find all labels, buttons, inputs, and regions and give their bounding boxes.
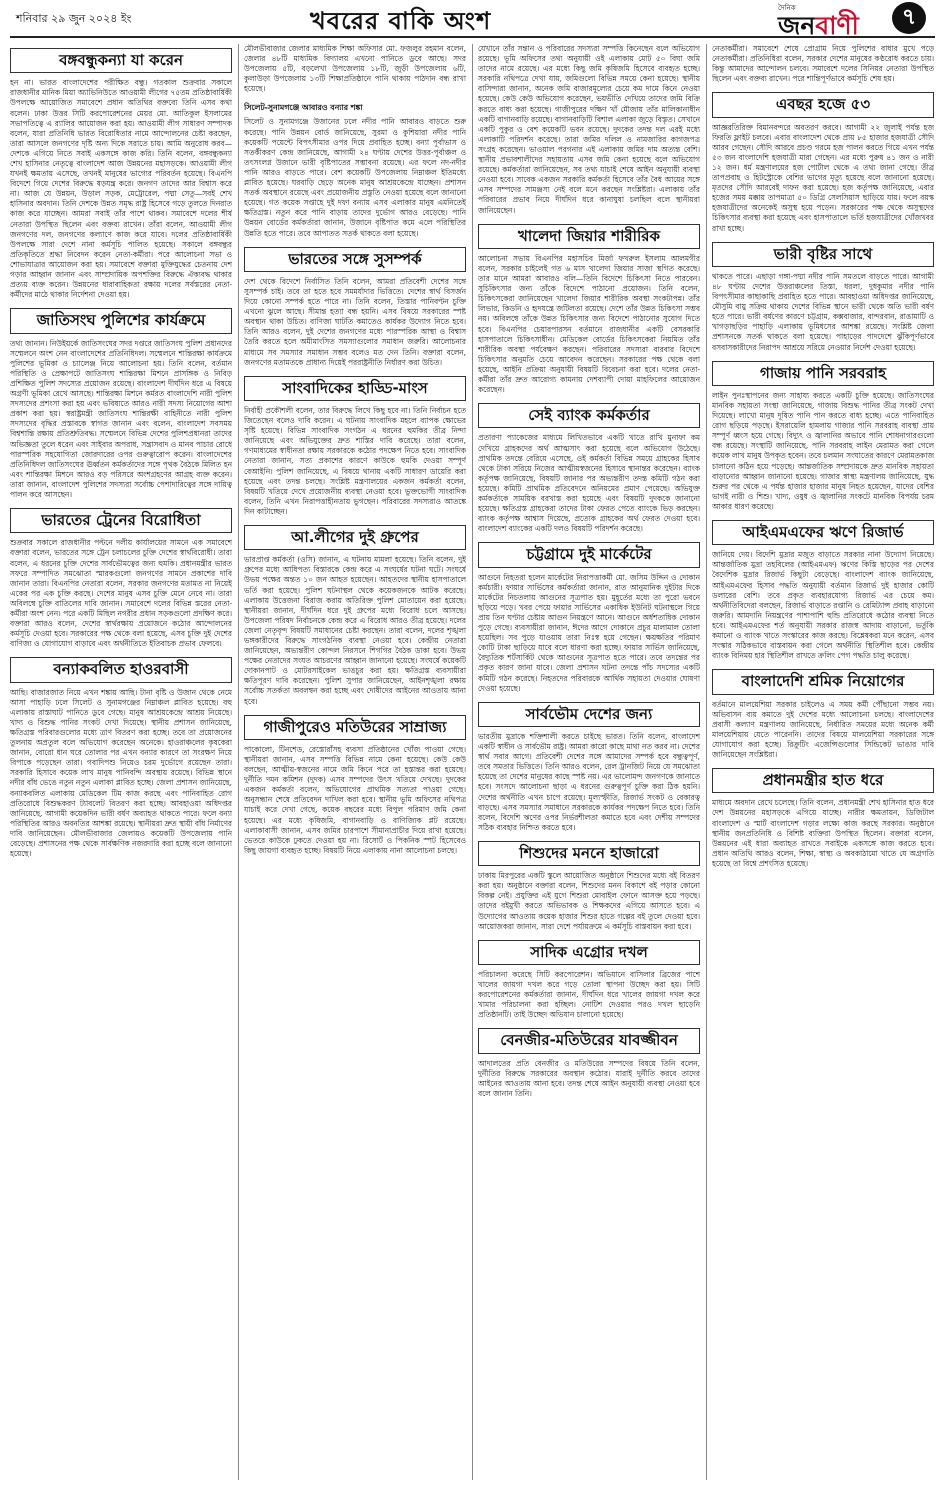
story-body: ভারপ্রাপ্ত কর্মকর্তা (ওসি) জানান, এ ঘটনায় মামলা হয়েছে। তিনি বলেন, দুই গ্রুপের মধ্যে আধিপত্য বিস্তারকে কেন্দ্র করে এ সংঘর্ষের ঘটনা ঘটে। সংঘর্ষে উভয় পক্ষের অন্তত ১০ জন আহত হয়েছেন। আহতদের স্থানীয় হাসপাতালে ভর্তি করা হয়েছে। পুলিশ ঘটনাস্থল থেকে কয়েকজনকে আটক করেছে। এলাকায় উত্তেজনা বিরাজ করায় অতিরিক্ত পুলিশ মোতায়েন করা হয়েছে। স্থানীয়রা জানান, দীর্ঘদিন ধরে দুই গ্রুপের মধ্যে বিরোধ চলে আসছে। উপজেলা পরিষদ নির্বাচনকে কেন্দ্র করে এ বিরোধ আরও তীব্র হয়েছে। দলের জেলা নেতৃবৃন্দ বিষয়টি সমাধানের চেষ্টা করছেন। তারা বলেন, দলের শৃঙ্খলা ভঙ্গকারীদের বিরুদ্ধে সাংগঠনিক ব্যবস্থা নেওয়া হবে। কেন্দ্রীয় নেতারা জানিয়েছেন, অভ্যন্তরীণ কোন্দল নিরসনে শিগগির বৈঠক ডাকা হবে। উভয় পক্ষের নেতাদের সংযত আচরণের আহ্বান জানানো হয়েছে। সংঘর্ষে কয়েকটি দোকানপাট ও মোটরসাইকেল ভাঙচুর করা হয়। ক্ষতিগ্রস্ত ব্যবসায়ীরা ক্ষতিপূরণ দাবি করেছেন। পুলিশ সুপার জানিয়েছেন, আইনশৃঙ্খলা রক্ষায় সর্বোচ্চ সতর্কতা অবলম্বন করা হচ্ছে এবং দোষীদের আইনের আওতায় আনা হবে। [244, 555, 466, 706]
news-story [478, 841, 700, 932]
news-story [478, 542, 700, 693]
news-story [10, 657, 232, 859]
story-headline: চট্টগ্রামে দুই মার্কেটের [478, 542, 700, 567]
logo-wordmark [778, 6, 859, 49]
story-body: মাধ্যমে অবদান রেখে চলেছে। তিনি বলেন, প্রধানমন্ত্রী শেখ হাসিনার হাত ধরে দেশ উন্নয়নের মহাসড়কে এগিয়ে যাচ্ছে। নারীর ক্ষমতায়ন, ডিজিটাল বাংলাদেশ ও স্মার্ট বাংলাদেশ গড়ার লক্ষ্যে কাজ করছে সরকার। অনুষ্ঠানে স্থানীয় জনপ্রতিনিধি ও বিশিষ্ট ব্যক্তিরা উপস্থিত ছিলেন। বক্তারা বলেন, উন্নয়নের এই ধারা অব্যাহত রাখতে সবাইকে একসঙ্গে কাজ করতে হবে। প্রধান অতিথি আরও বলেন, শিক্ষা, স্বাস্থ্য ও অবকাঠামো খাতে যে অগ্রগতি হয়েছে তা বিশ্বে প্রশংসিত হয়েছে। [712, 798, 934, 868]
story-body: আদালতের প্রতি বেনজীর ও মতিউরের সম্পদের বিষয়ে তিনি বলেন, দুর্নীতির বিরুদ্ধে সরকারের অবস্থান কঠোর। যারাই দুর্নীতি করবে তাদের আইনের আওতায় আনা হবে। তদন্ত শেষে আইন অনুযায়ী ব্যবস্থা নেওয়া হবে বলে জানান তিনি। [478, 1058, 700, 1098]
story-headline: বাংলাদেশি শ্রমিক নিয়োগের [712, 669, 934, 694]
news-story [478, 44, 700, 216]
story-body: প্রতারণা প্যাকেজের মাধ্যমে লিখিতভাবে একটি খাতে রাখি মুনাফা কম দেখিয়ে গ্রাহকদের অর্থ আত্মসাৎ করা হয়েছে বলে অভিযোগ উঠেছে। প্রাথমিক তদন্তে বেরিয়ে এসেছে, ওই কর্মকর্তা বিভিন্ন সময়ে গ্রাহকের হিসাব থেকে টাকা সরিয়ে নিজের আত্মীয়স্বজনের হিসাবে স্থানান্তর করেছেন। ব্যাংক কর্তৃপক্ষ জানিয়েছে, বিষয়টি জানার পর অভ্যন্তরীণ তদন্ত কমিটি গঠন করা হয়েছে। কমিটি প্রাথমিক প্রতিবেদনে অনিয়মের প্রমাণ পেয়েছে। অভিযুক্ত কর্মকর্তাকে সাময়িক বরখাস্ত করা হয়েছে এবং বিষয়টি দুদককে জানানো হয়েছে। ক্ষতিগ্রস্ত গ্রাহকেরা তাদের টাকা ফেরত পেতে ব্যাংকে ভিড় করছেন। ব্যাংক কর্তৃপক্ষ আশ্বাস দিয়েছে, প্রত্যেক গ্রাহকের অর্থ ফেরত দেওয়া হবে। বাংলাদেশ ব্যাংকের একটি দলও বিষয়টি পরিদর্শন করেছে। [478, 433, 700, 534]
news-story [712, 669, 934, 760]
news-story [478, 1028, 700, 1099]
story-body: পাকোলো, টিনশেড, রেস্তোরাঁসহ ব্যবসা প্রতিষ্ঠানের খোঁজ পাওয়া গেছে। স্থানীয়রা জানান, এসব সম্পত্তি বিভিন্ন নামে কেনা হয়েছে। কেউ কেউ বলছেন, আত্মীয়-স্বজনের নামে জমি কিনে পরে তা হস্তান্তর করা হয়েছে। দুর্নীতি দমন কমিশন (দুদক) এসব সম্পদের উৎস খতিয়ে দেখছে। দুদকের একজন কর্মকর্তা বলেন, অভিযোগের প্রাথমিক সত্যতা পাওয়া গেছে। অনুসন্ধান শেষে প্রতিবেদন দাখিল করা হবে। স্থানীয় ভূমি অফিসের নথিপত্র যাচাই করে দেখা গেছে, কয়েক বছরের মধ্যে বিপুল পরিমাণ জমি কেনা হয়েছে। এর মধ্যে কৃষিজমি, বাগানবাড়ি ও বাণিজ্যিক প্লট রয়েছে। এলাকাবাসী জানান, এসব জমির চারপাশে সীমানাপ্রাচীর দিয়ে রাখা হয়েছে। ভেতরে কাউকে ঢুকতে দেওয়া হয় না। রিসোর্ট ও পিকনিক স্পট হিসেবেও কিছু জায়গা ব্যবহৃত হচ্ছে। বিষয়টি নিয়ে এলাকায় নানা আলোচনা চলছে। [244, 744, 466, 855]
story-body: নেতাকর্মীরা। সমাবেশে শেষে প্রোগ্রাম নিয়ে পুলিশের বাধার মুখে পড়ে নেতাকর্মীরা। প্রতিনিধিরা বলেন, সরকার দেশের মানুষের কণ্ঠরোধ করতে চায়। কিন্তু আমাদের আন্দোলন চলবে। সমাবেশে দলের সিনিয়র নেতারা উপস্থিত ছিলেন এবং বক্তব্য রাখেন। পরে শান্তিপূর্ণভাবে কর্মসূচি শেষ হয়। [712, 44, 934, 84]
section-title: খবরের বাকি অংশ [310, 7, 492, 35]
newspaper-logo [778, 2, 886, 40]
story-headline: বেনজীর-মতিউরের যাবজ্জীবন [478, 1028, 700, 1053]
logo-part-2: বাণী [815, 11, 859, 40]
story-headline: জাতিসংঘ পুলিশের কার্যক্রমে [10, 308, 232, 333]
news-story [478, 224, 700, 396]
story-headline: গাজায় পানি সরবরাহ [712, 361, 934, 386]
story-body: সিলেট ও সুনামগঞ্জে উজানের ঢলে নদীর পানি আবারও বাড়তে শুরু করেছে। পানি উন্নয়ন বোর্ড জানিয়েছে, সুরমা ও কুশিয়ারা নদীর পানি কয়েকটি পয়েন্টে বিপৎসীমার ওপর দিয়ে প্রবাহিত হচ্ছে। বন্যা পূর্বাভাস ও সতর্কীকরণ কেন্দ্র জানিয়েছে, আগামী ২৪ ঘণ্টায় দেশের উত্তর-পূর্বাঞ্চল ও তৎসংলগ্ন উজানে ভারী বৃষ্টিপাতের সম্ভাবনা রয়েছে। এর ফলে নদ-নদীর পানি আরও বাড়তে পারে। বেশ কয়েকটি উপজেলায় নিম্নাঞ্চল ইতিমধ্যে প্লাবিত হয়েছে। ঘরবাড়ি ছেড়ে অনেক মানুষ আশ্রয়কেন্দ্রে যাচ্ছেন। প্রশাসন সতর্ক অবস্থানে রয়েছে এবং প্রয়োজনীয় প্রস্তুতি নেওয়া হয়েছে বলে জানানো হয়েছে। গত কয়েক সপ্তাহে দুই দফা বন্যায় এসব এলাকার মানুষ এমনিতেই ক্ষতিগ্রস্ত। নতুন করে পানি বাড়ায় তাদের দুর্ভোগ আরও বেড়েছে। পানি উন্নয়ন বোর্ডের কর্মকর্তারা জানান, উজানে বৃষ্টিপাত কমে এলে পরিস্থিতির উন্নতি হতে পারে। তবে আপাতত সতর্ক থাকতে বলা হয়েছে। [244, 117, 466, 238]
story-body: বর্তমানে মালয়েশিয়া সরকার চাইলেও এ সময় কর্মী পৌঁছানো সম্ভব নয়। অভিবাসন ব্যয় কমাতে দুই দেশের মধ্যে আলোচনা চলছে। বাংলাদেশের প্রবাসী কল্যাণ মন্ত্রণালয় জানিয়েছে, নির্ধারিত সময়ের মধ্যে অনেক কর্মী মালয়েশিয়ায় যেতে পারেননি। তাদের বিষয়ে মালয়েশিয়া সরকারের সঙ্গে যোগাযোগ করা হচ্ছে। রিক্রুটিং এজেন্সিগুলোর সিন্ডিকেট ভাঙার দাবি জানিয়েছেন সংশ্লিষ্টরা। [712, 699, 934, 760]
story-headline: শিশুদের মননে হাজারো [478, 841, 700, 866]
news-story [244, 44, 466, 94]
story-body: আলোচনা সভায় বিএনপির মহাসচিব মির্জা ফখরুল ইসলাম আলমগীর বলেন, সরকার চাইলেই গত ৬ মাস খালেদা জিয়ার সাজা স্থগিত করেছে। তার মানে আমরা আবারও বলি—তিনি বিদেশে চিকিৎসা নিতে পারবেন। সুচিকিৎসার জন্য তাঁকে বিদেশে পাঠানো প্রয়োজন। তিনি বলেন, চিকিৎসকেরা জানিয়েছেন খালেদা জিয়ার শারীরিক অবস্থা সংকটাপন্ন। তাঁর লিভার, কিডনি ও হৃদযন্ত্রে জটিলতা রয়েছে। দেশে তাঁর উন্নত চিকিৎসা সম্ভব নয়। অবিলম্বে তাঁকে উন্নত চিকিৎসার জন্য বিদেশে পাঠানোর সুযোগ দিতে হবে। বিএনপির চেয়ারপারসন বর্তমানে রাজধানীর একটি বেসরকারি হাসপাতালে চিকিৎসাধীন। মেডিকেল বোর্ডের চিকিৎসকেরা নিয়মিত তাঁর শারীরিক অবস্থা পর্যবেক্ষণ করছেন। পরিবারের সদস্যরা বারবার বিদেশে চিকিৎসার অনুমতি চেয়ে আবেদন করেছেন। সরকারের পক্ষ থেকে বলা হয়েছে, আইনি প্রক্রিয়া অনুযায়ী বিষয়টি বিবেচনা করা হবে। দলের নেতা-কর্মীরা তাঁর দ্রুত আরোগ্য কামনায় দেশব্যাপী দোয়া মাহফিলের আয়োজন করেছেন। [478, 253, 700, 395]
masthead [10, 0, 935, 38]
news-story [478, 940, 700, 1021]
story-headline: ভারতের ট্রেনের বিরোধিতা [10, 508, 232, 533]
column-divider [238, 44, 239, 1480]
news-story [712, 242, 934, 353]
story-body: থাকতে পারে। এছাড়া গঙ্গা-পদ্মা নদীর পানি সমতলে বাড়তে পারে। আগামী ৪৮ ঘণ্টায় দেশের উত্তরাঞ্চলের তিস্তা, ধরলা, দুধকুমার নদীর পানি বিপৎসীমার কাছাকাছি প্রবাহিত হতে পারে। আবহাওয়া অধিদপ্তর জানিয়েছে, মৌসুমি বায়ু সক্রিয় থাকায় দেশের বিভিন্ন স্থানে ভারী থেকে অতি ভারী বর্ষণ হতে পারে। ভারী বর্ষণের কারণে চট্টগ্রাম, কক্সবাজার, বান্দরবান, রাঙামাটি ও খাগড়াছড়ির পাহাড়ি এলাকায় ভূমিধসের আশঙ্কা রয়েছে। সংশ্লিষ্ট জেলা প্রশাসনকে সতর্ক থাকতে বলা হয়েছে। পাহাড়ের পাদদেশে ঝুঁকিপূর্ণভাবে বসবাসকারীদের নিরাপদ আশ্রয়ে সরিয়ে নেওয়ার নির্দেশ দেওয়া হয়েছে। [712, 271, 934, 352]
story-body: নির্বাহী প্রকৌশলী বলেন, তার বিরুদ্ধে লিখে কিছু হবে না। তিনি নির্বাচন হতে জিতেছেন বলেও দাবি করেন। এ ঘটনায় সাংবাদিক মহলে ব্যাপক ক্ষোভের সৃষ্টি হয়েছে। বিভিন্ন সাংবাদিক সংগঠন এ ধরনের হুমকির তীব্র নিন্দা জানিয়েছে এবং অভিযুক্তের দ্রুত শাস্তির দাবি করেছে। তারা বলেন, গণমাধ্যমের স্বাধীনতা রক্ষায় সরকারকে কঠোর পদক্ষেপ নিতে হবে। সাংবাদিক নেতারা জানান, সত্য প্রকাশের কারণে কাউকে হুমকি দেওয়া সম্পূর্ণ বেআইনি। পুলিশ জানিয়েছে, এ বিষয়ে থানায় একটি সাধারণ ডায়েরি করা হয়েছে এবং তদন্ত চলছে। সংশ্লিষ্ট মন্ত্রণালয়ের একজন কর্মকর্তা বলেন, বিষয়টি খতিয়ে দেখে প্রয়োজনীয় ব্যবস্থা নেওয়া হবে। ভুক্তভোগী সাংবাদিক বলেন, তিনি এখন নিরাপত্তাহীনতায় ভুগছেন। পরিবারের সদস্যরাও আতঙ্কে দিন কাটাচ্ছেন। [244, 405, 466, 516]
news-story [244, 102, 466, 238]
column-divider [472, 44, 473, 1480]
column-4 [712, 44, 934, 1484]
news-story [712, 520, 934, 661]
story-headline: বঙ্গবন্ধুকন্যা যা করেন [10, 48, 232, 73]
story-body: হন না। ভারত বাংলাদেশের পরীক্ষিত বন্ধু। গতকাল শুক্রবার সকালে রাজধানীর মানিক মিয়া অ্যাভিনিউতে আওয়ামী লীগের ৭৫তম প্রতিষ্ঠাবার্ষিকী উপলক্ষে আয়োজিত সমাবেশে প্রধান অতিথির বক্তব্যে তিনি এসব কথা বলেন। ঢাকা উত্তর সিটি করপোরেশনের মেয়র মো. আতিকুল ইসলামের সভাপতিত্বে এ র‌্যালির আয়োজন করা হয়। আওয়ামী লীগ সাধারণ সম্পাদক বলেন, যারা প্রতিনিধি ভারত বিরোধিতার নামে আন্দোলনের চেষ্টা করছেন, তারা আসলে জনগণের দৃষ্টি অন্য দিকে সরাতে চায়। আমি অনুরোধ করব—দেশকে এগিয়ে নিতে সবাই একসঙ্গে কাজ করি। তিনি বলেন, বঙ্গবন্ধুকন্যা শেখ হাসিনার নেতৃত্বে বাংলাদেশ আজ উন্নয়নের মহাসড়কে। আওয়ামী লীগ যখনই ক্ষমতায় এসেছে, তখনই মানুষের ভাগ্যের পরিবর্তন হয়েছে। বিএনপি বিদেশে গিয়ে দেশের বিরুদ্ধে ষড়যন্ত্র করে। জনগণ তাদের আর বিশ্বাস করে না। আজ যে উন্নয়ন, উড়াল সড়ক, মেট্রোরেল, পদ্মা সেতু—সবই শেখ হাসিনার অবদান। তিনি দেশকে উন্নত সমৃদ্ধ রাষ্ট্র হিসেবে গড়ে তুলতে দিনরাত কাজ করে যাচ্ছেন। আমরা সবাই তাঁর পাশে থাকব। সমাবেশে দলের শীর্ষ নেতারা উপস্থিত ছিলেন এবং বক্তব্য রাখেন। তাঁরা বলেন, আওয়ামী লীগ জনগণের দল, জনগণের কল্যাণে কাজ করে যাবে। দলের প্রতিষ্ঠাবার্ষিকী উপলক্ষে সারা দেশে নানা কর্মসূচি পালিত হয়েছে। সকালে বঙ্গবন্ধুর প্রতিকৃতিতে শ্রদ্ধা নিবেদন করেন নেতা-কর্মীরা। পরে আলোচনা সভা ও শোভাযাত্রার আয়োজন করা হয়। সমাবেশে বক্তারা মুক্তিযুদ্ধের চেতনায় দেশ গড়ার আহ্বান জানান এবং সাম্প্রদায়িক অপশক্তির বিরুদ্ধে ঐক্যবদ্ধ থাকার প্রত্যয় ব্যক্ত করেন। উন্নয়নের ধারাবাহিকতা রক্ষায় দলের সর্বস্তরের নেতা-কর্মীদের মাঠে থাকার নির্দেশনা দেওয়া হয়। [10, 78, 232, 300]
story-headline: সাদিক এগ্রোর দখল [478, 940, 700, 965]
news-story [244, 247, 466, 368]
news-story [478, 702, 700, 833]
story-body: আজ্ঞরতিরিক্ত বিমানবন্দরে অবতরণ করবে। আগামী ২২ জুলাই পর্যন্ত হজ ফিরতি ফ্লাইট চলবে। এবার বাংলাদেশ থেকে প্রায় ৮৫ হাজার হজযাত্রী সৌদি আরব গেছেন। সৌদি আরবে প্রচণ্ড গরমে হজ পালন করতে গিয়ে এখন পর্যন্ত ৫৩ জন বাংলাদেশি হজযাত্রী মারা গেছেন। এর মধ্যে পুরুষ ৪১ জন ও নারী ১২ জন। ধর্ম মন্ত্রণালয়ের হজ পোর্টাল থেকে এ তথ্য জানা গেছে। তীব্র তাপপ্রবাহ ও হিটস্ট্রোকে বেশির ভাগের মৃত্যু হয়েছে বলে জানানো হয়েছে। মৃতদের সৌদি আরবেই দাফন করা হয়েছে। হজ কর্তৃপক্ষ জানিয়েছে, এবার হজের সময় মক্কায় তাপমাত্রা ৫০ ডিগ্রি সেলসিয়াস ছাড়িয়ে যায়। ফলে বয়স্ক হজযাত্রীদের অনেকেই অসুস্থ হয়ে পড়েন। সরকারের পক্ষ থেকে অসুস্থদের চিকিৎসার ব্যবস্থা করা হয়েছে এবং হাসপাতালে ভর্তি হজযাত্রীদের খোঁজখবর রাখা হচ্ছে। [712, 122, 934, 233]
story-body: মৌলভীবাজার জেলার মাধ্যমিক শিক্ষা অফিসার মো. ফজলুর রহমান বলেন, জেলার ৪৮টি মাধ্যমিক বিদ্যালয় এখনো পানিতে ডুবে আছে। সদর উপজেলায় ৫টি, বড়লেখা উপজেলায় ১৮টি, জুড়ী উপজেলায় ৬টি, কুলাউড়া উপজেলায় ১৩টি শিক্ষাপ্রতিষ্ঠানে পানি থাকায় পাঠদান বন্ধ রাখা হয়েছে। [244, 44, 466, 94]
news-story [244, 715, 466, 856]
story-body: শুক্রবার সকালে রাজধানীর পল্টনে দলীয় কার্যালয়ের সামনে এক সমাবেশে বক্তারা বলেন, ভারতের সঙ্গে ট্রেন চলাচলের চুক্তি দেশের স্বার্থবিরোধী। তারা বলেন, এ ধরনের চুক্তি দেশের সার্বভৌমত্বের জন্য হুমকি। প্রধানমন্ত্রীর ভারত সফরে সম্পাদিত সমঝোতা স্মারকগুলো জনগণের সামনে প্রকাশের দাবি জানান তারা। বিএনপির নেতারা বলেন, সরকার জনগণের মতামত না নিয়েই একের পর এক চুক্তি করছে। দেশের মানুষ এসব চুক্তি মেনে নেবে না। তারা অবিলম্বে চুক্তি বাতিলের দাবি জানান। সমাবেশে দলের বিভিন্ন স্তরের নেতা-কর্মীরা অংশ নেন। পরে একটি মিছিল নগরীর প্রধান সড়কগুলো প্রদক্ষিণ করে। বক্তারা আরও বলেন, দেশের স্বার্থরক্ষায় প্রয়োজনে কঠোর আন্দোলনের কর্মসূচি দেওয়া হবে। সরকারের পক্ষ থেকে বলা হয়েছে, এসব চুক্তি দুই দেশের বাণিজ্য ও যোগাযোগ বাড়াবে এবং অর্থনীতিতে ইতিবাচক প্রভাব ফেলবে। [10, 538, 232, 649]
column-3 [478, 44, 700, 1484]
story-headline: সেই ব্যাংক কর্মকর্তার [478, 403, 700, 428]
story-headline: এবছর হজে ৫৩ [712, 92, 934, 117]
news-story [712, 768, 934, 869]
news-story [10, 508, 232, 649]
news-story [10, 48, 232, 300]
news-story [478, 403, 700, 534]
story-headline: বন্যাকবলিত হাওরবাসী [10, 657, 232, 682]
story-body: আগুনে নিহতরা হলেন মার্কেটের নিরাপত্তাকর্মী মো. জসিম উদ্দিন ও দোকান কর্মচারী। ফায়ার সার্ভিসের কর্মকর্তারা জানান, রাত আনুমানিক দুইটার দিকে মার্কেটের নিচতলায় আগুনের সূত্রপাত হয়। মুহূর্তের মধ্যে তা পুরো ভবনে ছড়িয়ে পড়ে। খবর পেয়ে ফায়ার সার্ভিসের একাধিক ইউনিট ঘটনাস্থলে গিয়ে প্রায় তিন ঘণ্টার চেষ্টায় আগুন নিয়ন্ত্রণে আনে। আগুনে অর্ধশতাধিক দোকান পুড়ে গেছে। ব্যবসায়ীরা জানান, ঈদের আগে দোকানে প্রচুর মালামাল তোলা হয়েছিল। সব পুড়ে যাওয়ায় তারা নিঃস্ব হয়ে গেছেন। ক্ষয়ক্ষতির পরিমাণ কোটি টাকা ছাড়িয়ে যাবে বলে ধারণা করা হচ্ছে। ফায়ার সার্ভিস জানিয়েছে, বৈদ্যুতিক শর্টসার্কিট থেকে আগুনের সূত্রপাত হতে পারে। তবে তদন্তের পর প্রকৃত কারণ জানা যাবে। জেলা প্রশাসন ঘটনা তদন্তে পাঁচ সদস্যের একটি কমিটি গঠন করেছে। নিহতদের পরিবারকে আর্থিক সহায়তা দেওয়ার ঘোষণা দেওয়া হয়েছে। [478, 572, 700, 693]
news-story [712, 92, 934, 233]
story-body: লাইন পুনঃস্থাপনের জন্য সাহায্য করতে একটি চুক্তি হয়েছে। জাতিসংঘের মানবিক সহায়তা সংস্থা জানিয়েছে, গাজায় বিশুদ্ধ পানির তীব্র সংকট দেখা দিয়েছে। লাখো মানুষ দূষিত পানি পান করতে বাধ্য হচ্ছে। এতে পানিবাহিত রোগ ছড়িয়ে পড়ছে। ইসরায়েলি হামলায় গাজার পানি সরবরাহ ব্যবস্থা প্রায় সম্পূর্ণ ধ্বংস হয়ে গেছে। বিদ্যুৎ ও জ্বালানির অভাবে পানি শোধনাগারগুলো বন্ধ রয়েছে। সংস্থাটি জানিয়েছে, পানি সরবরাহ লাইন মেরামত করা গেলে কয়েক লাখ মানুষ উপকৃত হবেন। তবে চলমান সংঘাতের কারণে মেরামতকাজ চালানো কঠিন হয়ে পড়েছে। আন্তর্জাতিক সম্প্রদায়কে দ্রুত মানবিক সহায়তা বাড়ানোর আহ্বান জানানো হয়েছে। গাজার স্বাস্থ্য মন্ত্রণালয় জানিয়েছে, যুদ্ধ শুরুর পর থেকে এ পর্যন্ত হাজার হাজার মানুষ নিহত হয়েছেন, যাদের বেশির ভাগই নারী ও শিশু। খাদ্য, ওষুধ ও জ্বালানির সংকটে মানবিক বিপর্যয় চরম আকার ধারণ করেছে। [712, 390, 934, 511]
story-headline: সাংবাদিকের হাড্ডি-মাংস [244, 376, 466, 401]
story-body: যেখানে তাঁর সন্তান ও পরিবারের সদস্যরা সম্পত্তি কিনেছেন বলে অভিযোগ রয়েছে। ভূমি অফিসের তথ্য অনুযায়ী ওই এলাকায় মোট ৫০ বিঘা জমি তাদের নামে রয়েছে। এর মধ্যে কিছু জমি কৃষিজমি হিসেবে ব্যবহৃত হচ্ছে। সরকারি নথিপত্রে দেখা যায়, জমিগুলো বিভিন্ন সময়ে কেনা হয়েছে। স্থানীয় বাসিন্দারা জানান, অনেক জমি বাজারমূল্যের চেয়ে কম দামে কিনে নেওয়া হয়েছে। কেউ কেউ অভিযোগ করেছেন, ভয়ভীতি দেখিয়ে তাদের জমি বিক্রি করতে বাধ্য করা হয়েছে। গাজীপুরের দক্ষিণ খাঁ মৌজায় তাঁর মালিকানাধীন একটি বাগানবাড়ি রয়েছে। বাগানবাড়িটি বিশাল এলাকা জুড়ে বিস্তৃত। সেখানে একটি পুকুর ও বেশ কয়েকটি ভবন রয়েছে। দুদকের তদন্ত দল এরই মধ্যে এলাকাটি পরিদর্শন করেছে। তারা জমির দলিল ও নামজারির কাগজপত্র সংগ্রহ করেছেন। ভাওয়াল পরগনার এই এলাকায় জমির দাম অত্যন্ত বেশি। স্থানীয় প্রভাবশালীদের সহায়তায় এসব জমি কেনা হয়েছে বলে অভিযোগ রয়েছে। কর্মকর্তারা জানিয়েছেন, সব তথ্য যাচাই শেষে আইন অনুযায়ী ব্যবস্থা নেওয়া হবে। সাবেক একজন সরকারি কর্মকর্তা হিসেবে তাঁর বৈধ আয়ের সঙ্গে এসব সম্পদের সামঞ্জস্য নেই বলে মনে করছেন সংশ্লিষ্টরা। এলাকায় তাঁর পরিবারের প্রভাব নিয়ে দীর্ঘদিন ধরে কানাঘুষা চলছিল বলে স্থানীয়রা জানিয়েছেন। [478, 44, 700, 215]
column-divider [706, 44, 707, 1480]
news-story [244, 376, 466, 517]
story-body: ঢাকায় মিরপুরের একটি স্কুলে আয়োজিত অনুষ্ঠানে শিশুদের মধ্যে বই বিতরণ করা হয়। অনুষ্ঠানে বক্তারা বলেন, শিশুদের মনন বিকাশে বই পড়ার কোনো বিকল্প নেই। প্রযুক্তির এই যুগে শিশুরা মোবাইল ফোনে আসক্ত হয়ে পড়ছে। তাদের বইমুখী করতে অভিভাবক ও শিক্ষকদের এগিয়ে আসতে হবে। এ উদ্যোগের আওতায় কয়েক হাজার শিশুর হাতে গল্পের বই তুলে দেওয়া হবে। আয়োজকরা জানান, সারা দেশে পর্যায়ক্রমে এ কর্মসূচি বাস্তবায়ন করা হবে। [478, 871, 700, 931]
news-story [712, 361, 934, 512]
column-1 [10, 44, 232, 1484]
story-body: তথ্য জানান। নিউইয়র্কে জাতিসংঘের সদর দপ্তরে জাতিসংঘ পুলিশ প্রধানদের সম্মেলনে অংশ নেন বাংলাদেশের প্রতিনিধিদল। সম্মেলনে শান্তিরক্ষা কার্যক্রমে পুলিশের ভূমিকা ও চ্যালেঞ্জ নিয়ে আলোচনা হয়। তিনি বলেন, বর্তমান পরিস্থিতি ও প্রেক্ষাপটে জাতিসংঘ শান্তিরক্ষা মিশনে প্রাসঙ্গিক ও নিবিড় প্রশিক্ষিত পুলিশ সদস্যের প্রয়োজন রয়েছে। বাংলাদেশ দীর্ঘদিন ধরে এ বিষয়ে অগ্রণী ভূমিকা রেখে আসছে। শান্তিরক্ষা মিশনে কর্মরত বাংলাদেশি নারী পুলিশ সদস্যদের প্রশংসা করা হয় এবং ভবিষ্যতে আরও নারী সদস্য নিয়োগের আশা প্রকাশ করা হয়। স্বরাষ্ট্রমন্ত্রী জাতিসংঘ শান্তিরক্ষী বাহিনীতে নারী পুলিশ সদস্যদের বৃদ্ধির প্রস্তাবকে স্বাগত জানান এবং বলেন, বাংলাদেশ সবসময় বিশ্বশান্তি রক্ষায় প্রতিশ্রুতিবদ্ধ। সম্মেলনে বিভিন্ন দেশের পুলিশপ্রধানরা তাদের অভিজ্ঞতা তুলে ধরেন এবং সাইবার অপরাধ, সন্ত্রাসবাদ ও মানব পাচার রোধে পারস্পরিক সহযোগিতা জোরদারের ওপর গুরুত্বারোপ করেন। বাংলাদেশের প্রতিনিধিদল জাতিসংঘের ঊর্ধ্বতন কর্মকর্তাদের সঙ্গে পৃথক বৈঠকে মিলিত হন এবং শান্তিরক্ষা মিশনে আরও বড় পরিসরে অংশগ্রহণের আগ্রহ ব্যক্ত করেন। তারা জানান, বাংলাদেশ পুলিশের সদস্যরা সর্বোচ্চ পেশাদারিত্বের সঙ্গে দায়িত্ব পালন করে আসছেন। [10, 338, 232, 499]
story-body: ভারতীয় মুদ্রাকে শক্তিশালী করতে চাইছে ভারত। তিনি বলেন, বাংলাদেশ একটি স্বাধীন ও সার্বভৌম রাষ্ট্র। আমরা কারো কাছে মাথা নত করব না। দেশের স্বার্থ সবার আগে। প্রতিবেশী দেশের সঙ্গে আমাদের সম্পর্ক হবে বন্ধুত্বপূর্ণ, তবে সমতার ভিত্তিতে। তিনি আরও বলেন, রেল ট্রানজিট নিয়ে যে সমঝোতা হয়েছে তা দেশের মানুষের কাছে স্পষ্ট নয়। এর ভালোমন্দ জনগণকে জানাতে হবে। সংসদে আলোচনা ছাড়া এ ধরনের গুরুত্বপূর্ণ চুক্তি করা ঠিক হয়নি। দেশের অর্থনীতি এখন চাপে রয়েছে। মূল্যস্ফীতি, রিজার্ভ সংকট ও বেকারত্ব বাড়ছে। এসব সমস্যার সমাধানে সরকারকে কার্যকর পদক্ষেপ নিতে হবে। তিনি বলেন, বিদেশি ঋণের ওপর নির্ভরশীলতা কমাতে হবে এবং দেশীয় সম্পদের সঠিক ব্যবহার নিশ্চিত করতে হবে। [478, 731, 700, 832]
story-headline: গাজীপুরেও মতিউরের সাম্রাজ্য [244, 715, 466, 740]
story-body: দেশ থেকে বিদেশে নির্বাসিত তিনি বলেন, আমরা প্রতিবেশী দেশের সঙ্গে সুসম্পর্ক চাই। তবে তা হতে হবে সমমর্যাদার ভিত্তিতে। দেশের স্বার্থ বিসর্জন দিয়ে কোনো সম্পর্ক হতে পারে না। তিনি বলেন, তিস্তার পানিবণ্টন চুক্তি এখনো ঝুলে আছে। সীমান্ত হত্যা বন্ধ হয়নি। এসব বিষয়ে সরকারের স্পষ্ট অবস্থান থাকা উচিত। বাণিজ্য ঘাটতি কমাতেও কার্যকর উদ্যোগ নিতে হবে। তিনি আরও বলেন, দুই দেশের জনগণের মধ্যে পারস্পরিক আস্থা ও বিশ্বাস তৈরি করতে হলে অমীমাংসিত সমস্যাগুলোর সমাধান জরুরি। আলোচনার মাধ্যমে সব সমস্যার সমাধান সম্ভব বলেও মত দেন তিনি। বক্তারা বলেন, জনগণের মতামতকে প্রাধান্য দিয়েই পররাষ্ট্রনীতি নির্ধারণ করা উচিত। [244, 276, 466, 367]
issue-date: শনিবার ২৯ জুন ২০২৪ ইং [16, 12, 132, 25]
news-story [244, 525, 466, 707]
story-body: পরিচালনা করেছে সিটি করপোরেশন। অভিযানে বাসিলার ব্রিজের পাশে খালের জায়গা দখল করে গড়ে তোলা স্থাপনা উচ্ছেদ করা হয়। সিটি করপোরেশনের কর্মকর্তারা জানান, দীর্ঘদিন ধরে খালের জায়গা দখল করে খামার পরিচালনা করা হচ্ছিল। নোটিশ দেওয়ার পরও দখল ছাড়েনি প্রতিষ্ঠানটি। তাই উচ্ছেদ অভিযান চালানো হয়েছে। [478, 969, 700, 1020]
story-subheading: সিলেট-সুনামগঞ্জে আবারও বন্যার শঙ্কা [244, 103, 363, 113]
page-number-badge: ৭ [892, 2, 926, 34]
story-headline: আইএমএফের ঋণে রিজার্ভ [712, 520, 934, 545]
story-body: জানিয়ে দেয়। বিদেশি মুদ্রার মজুত বাড়াতে সরকার নানা উদ্যোগ নিয়েছে। আন্তর্জাতিক মুদ্রা তহবিলের (আইএমএফ) ঋণের কিস্তি ছাড়ের পর দেশের বৈদেশিক মুদ্রার রিজার্ভ কিছুটা বেড়েছে। বাংলাদেশ ব্যাংক জানিয়েছে, আইএমএফের হিসাব পদ্ধতি অনুযায়ী বর্তমান রিজার্ভ দুই হাজার কোটি ডলারের বেশি। তবে প্রকৃত ব্যবহারযোগ্য রিজার্ভ এর চেয়ে কম। অর্থনীতিবিদেরা বলছেন, রিজার্ভ বাড়াতে রপ্তানি ও রেমিট্যান্স প্রবাহ বাড়ানো জরুরি। আমদানি নিয়ন্ত্রণের পাশাপাশি হুন্ডি প্রতিরোধে কঠোর ব্যবস্থা নিতে হবে। আইএমএফের শর্ত অনুযায়ী সরকার রাজস্ব আদায় বাড়ানো, ভর্তুকি কমানো ও ব্যাংক খাতে সংস্কারের কাজ করছে। বিশ্লেষকরা মনে করেন, এসব সংস্কার সঠিকভাবে বাস্তবায়ন করা গেলে অর্থনীতি স্থিতিশীল হবে। কেন্দ্রীয় ব্যাংক বিনিময় হার স্থিতিশীল রাখতে ক্রলিং পেগ পদ্ধতি চালু করেছে। [712, 550, 934, 661]
story-headline: আ.লীগের দুই গ্রুপের [244, 525, 466, 550]
story-headline: সার্বভৌম দেশের জন্য [478, 702, 700, 727]
column-2 [244, 44, 466, 1484]
news-story [10, 308, 232, 500]
story-headline: ভারী বৃষ্টির সাথে [712, 242, 934, 267]
logo-tagline: দৈনিক [778, 4, 796, 12]
story-headline: ভারতের সঙ্গে সুসম্পর্ক [244, 247, 466, 272]
logo-part-1: জন [778, 11, 816, 40]
story-body: আছি। বাজারজাত নিয়ে এখন শঙ্কায় আছি। টানা বৃষ্টি ও উজান থেকে নেমে আসা পাহাড়ি ঢলে সিলেট ও সুনামগঞ্জের নিম্নাঞ্চল প্লাবিত হয়েছে। বহু এলাকায় রাস্তাঘাট পানিতে ডুবে গেছে। মানুষ আশ্রয়কেন্দ্রে আশ্রয় নিয়েছে। খাদ্য ও বিশুদ্ধ পানির সংকট দেখা দিয়েছে। স্থানীয় প্রশাসন জানিয়েছে, ক্ষতিগ্রস্ত পরিবারগুলোর মধ্যে ত্রাণ বিতরণ করা হচ্ছে। তবে তা প্রয়োজনের তুলনায় অপ্রতুল বলে অভিযোগ করেছেন অনেকে। হাওরাঞ্চলের কৃষকেরা জানান, বোরো ধান ঘরে তোলার পর এখন বন্যার কারণে তা সংরক্ষণ নিয়ে বিপাকে পড়েছেন তারা। গবাদিপশু নিয়েও চরম দুর্ভোগে রয়েছেন তারা। সরকারি হিসাবে কয়েক লাখ মানুষ পানিবন্দি অবস্থায় রয়েছে। বিভিন্ন স্থানে নদীর বাঁধ ভেঙে নতুন নতুন এলাকা প্লাবিত হচ্ছে। জেলা প্রশাসন জানিয়েছে, বন্যাকবলিত এলাকায় মেডিকেল টিম কাজ করছে এবং পানিবাহিত রোগ প্রতিরোধে বিশুদ্ধকরণ ট্যাবলেট বিতরণ করা হচ্ছে। আবহাওয়া অধিদপ্তর জানিয়েছে, আগামী কয়েকদিন ভারী বর্ষণ অব্যাহত থাকতে পারে। ফলে বন্যা পরিস্থিতির আরও অবনতির আশঙ্কা রয়েছে। স্থানীয়রা দ্রুত স্থায়ী বাঁধ নির্মাণের দাবি জানিয়েছেন। মৌলভীবাজার জেলায়ও কয়েকটি উপজেলায় পানি বেড়েছে। প্রশাসনের পক্ষ থেকে সার্বক্ষণিক নজরদারি করা হচ্ছে বলে জানানো হয়েছে। [10, 687, 232, 859]
news-story [712, 44, 934, 84]
story-headline: খালেদা জিয়ার শারীরিক [478, 224, 700, 249]
story-headline: প্রধানমন্ত্রীর হাত ধরে [712, 768, 934, 793]
